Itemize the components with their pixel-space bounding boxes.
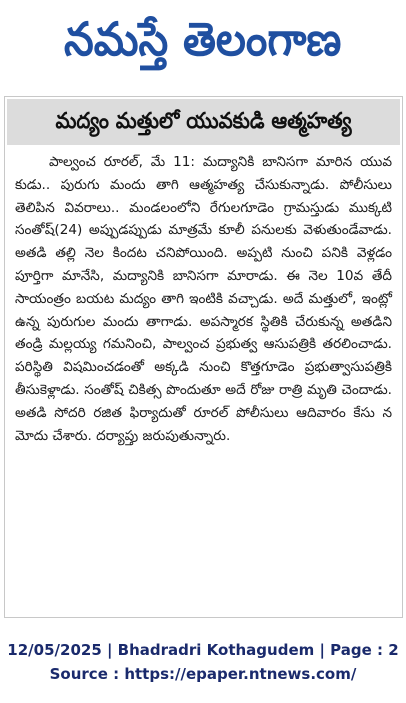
source-link[interactable]: Source : https://epaper.ntnews.com/: [49, 665, 357, 683]
edition-info: 12/05/2025 | Bhadradri Kothagudem | Page : 2: [7, 641, 399, 659]
article-clipping: [4, 96, 403, 618]
newspaper-masthead: [0, 0, 406, 78]
masthead-title: నమస్తే తెలంగాణ: [64, 12, 342, 66]
headline-box: [7, 99, 400, 145]
article-body: పాల్వంచ రూరల్, మే 11: మద్యానికి బానిసగా మారిన యువకుడు.. పురుగు మందు తాగి ఆత్మహత్య చేసుకున్నాడు. పోలీసులు తెలిపిన వివరాలు.. మండలంలోని రేగులగూడెం గ్రామస్తుడు ముక్కటి సంతోష్(24) అప్పుడప్పుడు మాత్రమే కూలీ పనులకు వెళుతుండేవాడు. అతడి తల్లి నెల కిందట చనిపోయింది. అప్పటి నుంచి పనికి వెళ్లడం పూర్తిగా మానేసి, మద్యానికి బానిసగా మారాడు. ఈ నెల 10వ తేదీ సాయంత్రం బయట మద్యం తాగి ఇంటికి వచ్చాడు. అదే మత్తులో, ఇంట్లో ఉన్న పురుగుల మందు తాగాడు. అపస్మారక స్థితికి చేరుకున్న అతడిని తండ్రి మల్లయ్య గమనించి, పాల్వంచ ప్రభుత్వ ఆసుపత్రికి తరలించాడు. పరిస్థితి విషమించడంతో అక్కడి నుంచి కొత్తగూడెం ప్రభుత్వాసుపత్రికి తీసుకెళ్లాడు. సంతోష్ చికిత్స పొందుతూ అదే రోజు రాత్రి మృతి చెందాడు. అతడి సోదరి రజిత ఫిర్యాదుతో రూరల్ పోలీసులు ఆదివారం కేసు నమోదు చేశారు. దర్యాప్తు జరుపుతున్నారు.: [15, 154, 392, 444]
article-headline: మద్యం మత్తులో యువకుడి ఆత్మహత్య: [55, 109, 352, 134]
